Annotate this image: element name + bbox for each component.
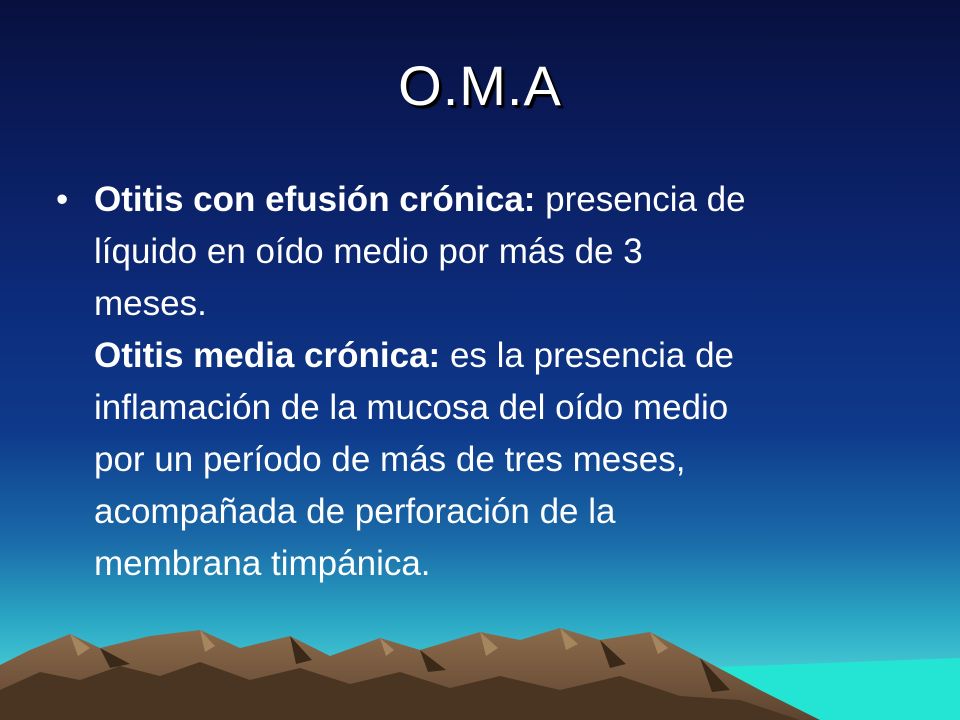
definition-line: inflamación de la mucosa del oído medio — [94, 388, 729, 427]
definition-line: líquido en oído medio por más de 3 — [94, 232, 643, 271]
term-otitis-media-cronica: Otitis media crónica: — [94, 336, 441, 375]
definition-line: membrana timpánica. — [94, 544, 431, 583]
definition-line — [94, 330, 916, 382]
bullet-item — [56, 174, 916, 590]
term-otitis-con-efusion: Otitis con efusión crónica: — [94, 180, 536, 219]
slide-body — [56, 174, 916, 590]
bullet-icon: • — [56, 180, 69, 219]
definition-line — [94, 174, 916, 226]
definition-line: por un período de más de tres meses, — [94, 440, 686, 479]
definition-line: meses. — [94, 284, 207, 323]
definition-line: acompañada de perforación de la — [94, 492, 616, 531]
definition-text: presencia de — [535, 180, 746, 219]
definition-text: es la presencia de — [440, 336, 735, 375]
slide-title: O.M.A — [398, 54, 562, 117]
